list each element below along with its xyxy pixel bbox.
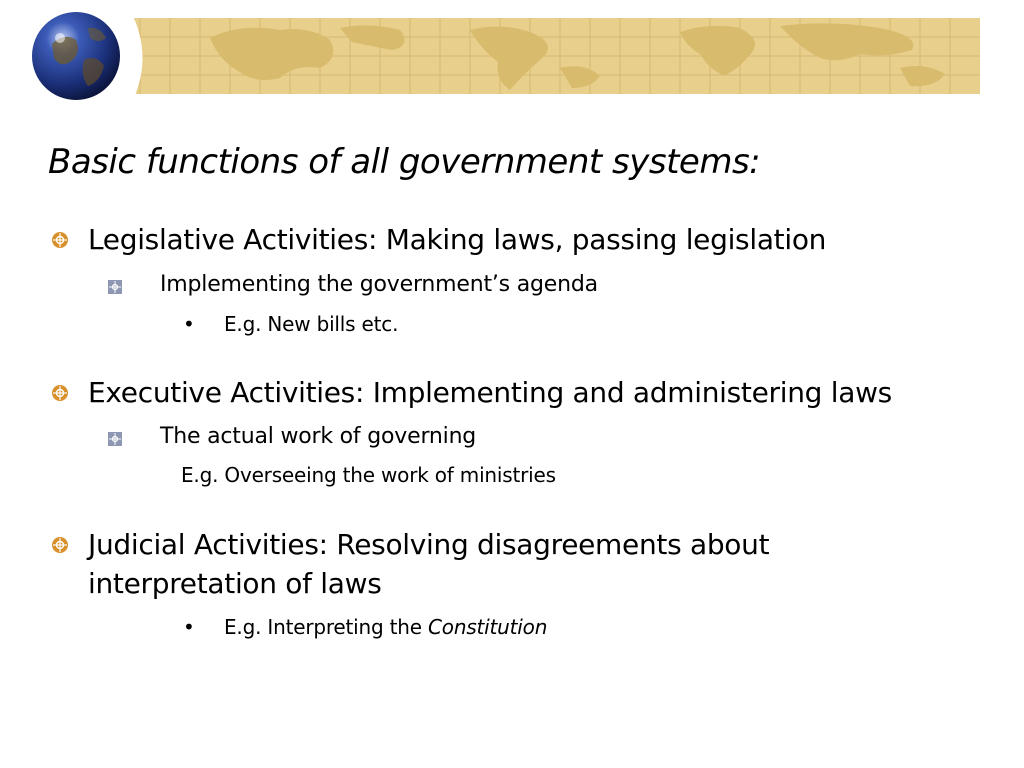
dot-bullet: • (183, 615, 195, 639)
square-crosshair-bullet-icon (108, 280, 122, 294)
circle-crosshair-bullet-icon (50, 230, 70, 250)
slide-title: Basic functions of all government systems: (48, 142, 761, 182)
bullet-executive: Executive Activities: Implementing and administering laws (88, 376, 892, 409)
constitution-emphasis: Constitution (428, 615, 548, 639)
bullet-legislative: Legislative Activities: Making laws, passing legislation (88, 223, 827, 256)
dot-bullet: • (183, 312, 195, 336)
example-prefix: E.g. Interpreting the (224, 615, 429, 639)
bullet-judicial-line2: interpretation of laws (88, 567, 382, 600)
example-new-bills: E.g. New bills etc. (224, 312, 399, 336)
bullet-judicial-line1: Judicial Activities: Resolving disagreements about (88, 528, 770, 561)
square-crosshair-bullet-icon (108, 432, 122, 446)
sub-bullet-agenda: Implementing the government’s agenda (160, 272, 598, 297)
globe-icon (30, 10, 122, 102)
example-constitution (224, 615, 547, 639)
circle-crosshair-bullet-icon (50, 383, 70, 403)
example-ministries: E.g. Overseeing the work of ministries (181, 463, 556, 487)
world-map-banner (40, 18, 980, 94)
circle-crosshair-bullet-icon (50, 535, 70, 555)
sub-bullet-governing: The actual work of governing (160, 424, 477, 449)
